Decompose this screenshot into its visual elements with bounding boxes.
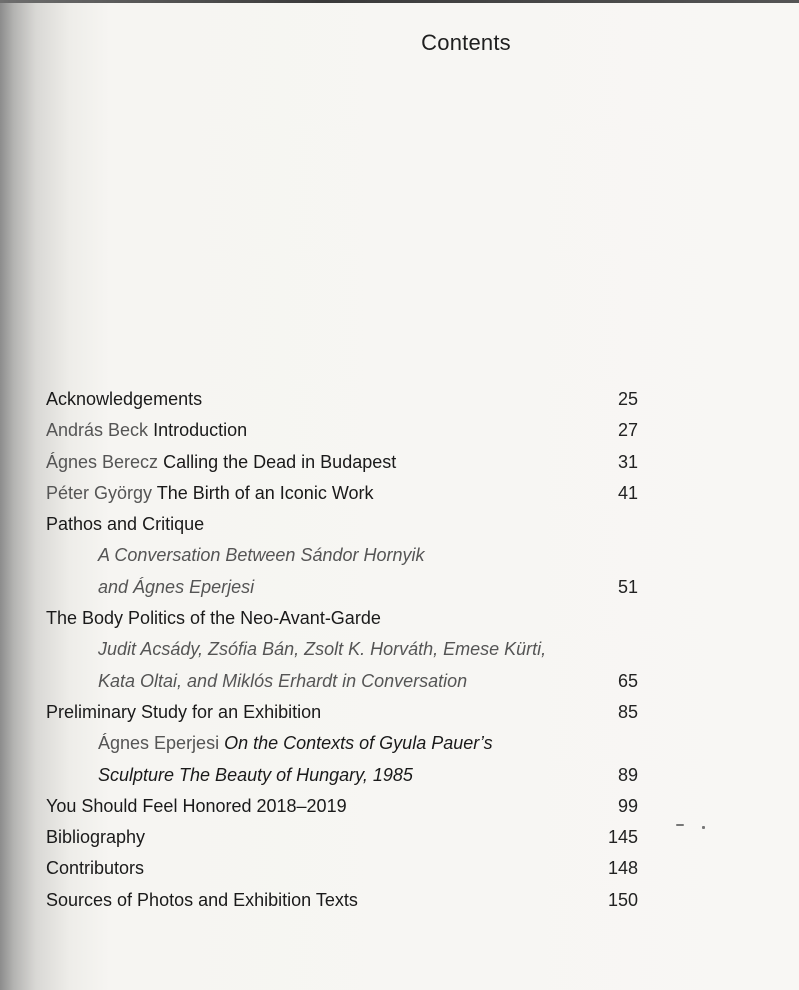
toc-entry [46,697,638,728]
toc-entry-title: Acknowledgements [46,389,203,409]
toc-entry-title: Contributors [46,858,145,879]
toc-entry-page: 51 [617,576,638,597]
toc-entry-page: 25 [617,389,638,409]
page-title: Contents [421,30,511,55]
toc-entry-subline [46,634,638,665]
toc-entry [46,603,638,634]
toc-entry-page: 145 [607,827,638,848]
toc-entry [46,791,638,822]
toc-entry [46,415,638,446]
toc-entry-title: You Should Feel Honored 2018–2019 [46,795,347,816]
toc-entry [46,853,638,884]
paper-speck [702,826,705,829]
toc-entry-subline [46,540,638,571]
toc-entry-subtitle: and Ágnes Eperjesi [98,576,255,597]
page-top-edge [0,0,799,3]
toc-entry [46,885,638,916]
toc-entry-author: Péter György [46,482,153,503]
toc-entry-page: 41 [617,482,638,503]
toc-entry-subline [46,760,638,791]
toc-entry-subline [46,572,638,603]
toc-entry [46,478,638,509]
toc-entry-page: 31 [617,451,638,472]
toc-entry-subtitle: On the Contexts of Gyula Pauer’s [224,733,493,754]
toc-entry [46,447,638,478]
toc-entry-title: The Birth of an Iconic Work [156,482,374,503]
toc-entry-title: The Body Politics of the Neo-Avant-Garde [46,608,381,629]
toc-entry-page: 65 [617,670,638,691]
toc-entry-author: Ágnes Berecz [46,451,159,472]
toc-entry-page: 27 [617,420,638,441]
toc-entry-subtitle: A Conversation Between Sándor Hornyik [98,545,425,566]
toc-entry-title: Introduction [153,420,248,441]
toc-entry-page: 99 [617,795,638,816]
table-of-contents [46,384,638,916]
toc-entry [46,822,638,853]
toc-entry-subtitle: Kata Oltai, and Miklós Erhardt in Conversation [98,670,468,691]
toc-entry-title: Pathos and Critique [46,514,205,535]
toc-entry [46,509,638,540]
toc-entry-subline [46,728,638,759]
toc-entry-subline [46,666,638,697]
toc-entry-title: Calling the Dead in Budapest [163,451,397,472]
toc-entry-page: 148 [607,858,638,879]
toc-entry-page: 150 [607,889,638,910]
toc-entry-author: Ágnes Eperjesi [98,733,220,754]
toc-entry [46,384,638,415]
toc-entry-subtitle: Sculpture The Beauty of Hungary, 1985 [98,764,413,785]
toc-entry-page: 89 [617,764,638,785]
toc-entry-title: Sources of Photos and Exhibition Texts [46,889,358,910]
toc-entry-page: 85 [617,701,638,722]
toc-entry-title: Preliminary Study for an Exhibition [46,701,322,722]
toc-entry-author: András Beck [46,420,149,441]
toc-entry-subtitle: Judit Acsády, Zsófia Bán, Zsolt K. Horváth, Emese Kürti, [98,639,547,660]
paper-speck [676,824,684,826]
toc-entry-title: Bibliography [46,827,146,848]
